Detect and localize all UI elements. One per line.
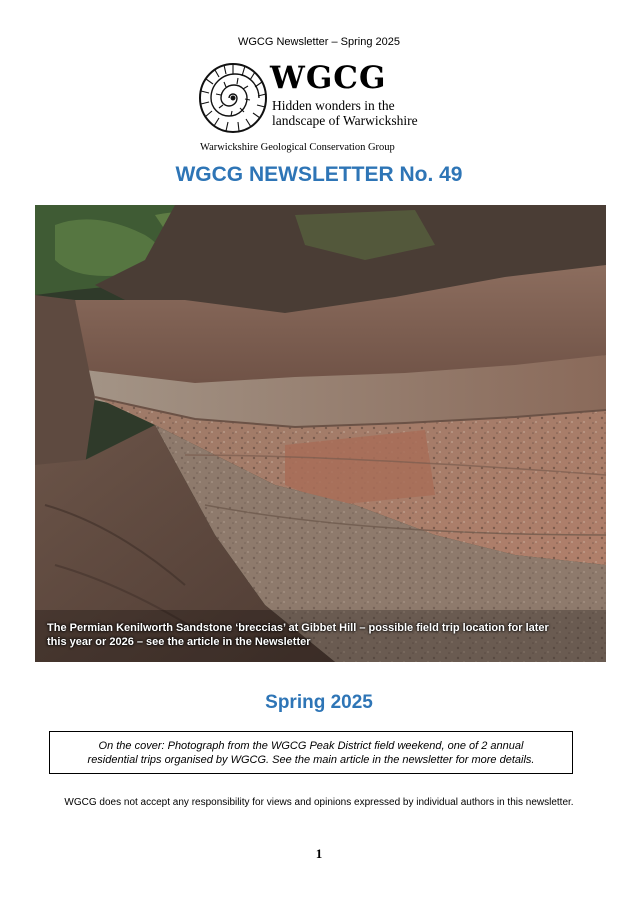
logo-tagline	[272, 98, 452, 128]
cover-note-line-1: On the cover: Photograph from the WGCG Peak District field weekend, one of 2 annual	[98, 740, 524, 752]
logo-tagline-line-2: landscape of Warwickshire	[272, 113, 418, 128]
photo-caption-line-1: The Permian Kenilworth Sandstone ‘breccias’ at Gibbet Hill – possible field trip location for later	[47, 622, 549, 634]
issue-season: Spring 2025	[265, 692, 373, 713]
cover-note-line-2: residential trips organised by WGCG. See the main article in the newsletter for more details.	[87, 754, 535, 766]
cover-photo	[35, 205, 606, 662]
page-number: 1	[315, 846, 323, 861]
sandstone-outcrop-illustration	[35, 205, 606, 662]
photo-caption	[47, 621, 592, 649]
newsletter-title: WGCG NEWSLETTER No. 49	[175, 163, 463, 186]
logo-brand-text: WGCG	[270, 60, 387, 96]
logo-group-name: Warwickshire Geological Conservation Group	[200, 142, 395, 153]
running-header: WGCG Newsletter – Spring 2025	[237, 36, 400, 48]
logo-tagline-line-1: Hidden wonders in the	[272, 98, 395, 113]
cover-note-box	[49, 731, 573, 774]
disclaimer: WGCG does not accept any responsibility for views and opinions expressed by individual authors in this newsletter.	[64, 797, 574, 808]
wgcg-logo	[198, 60, 438, 160]
photo-caption-line-2: this year or 2026 – see the article in the Newsletter	[47, 636, 311, 648]
ammonite-icon	[198, 62, 268, 134]
